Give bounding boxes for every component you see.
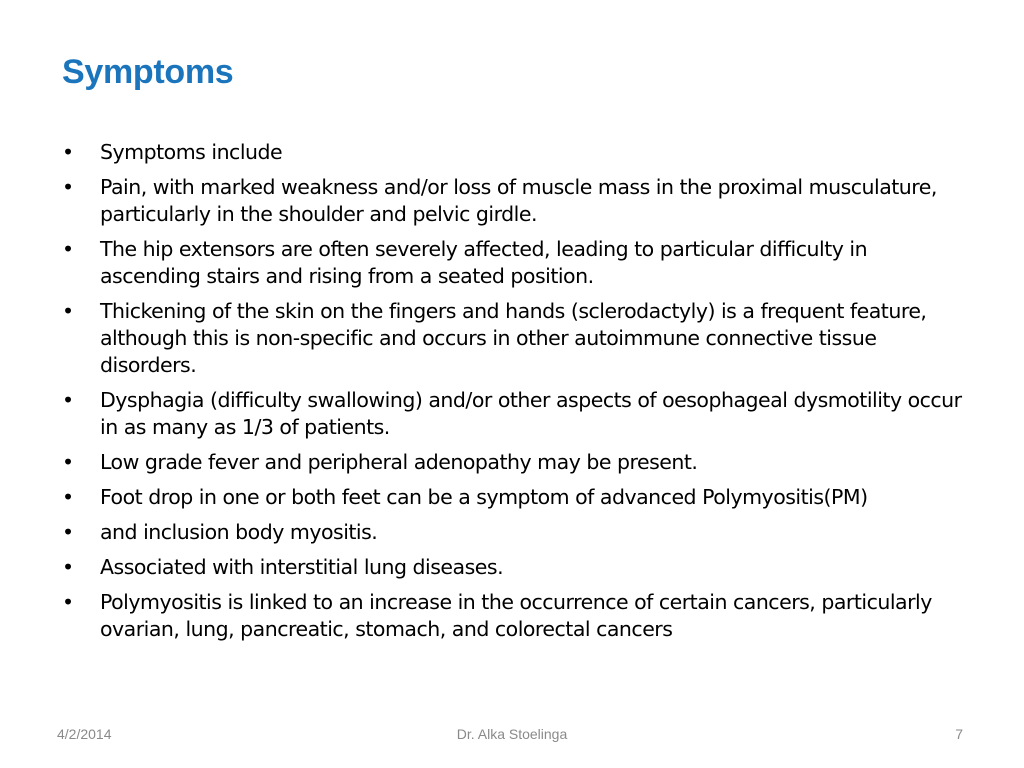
bullet-marker: • — [62, 140, 74, 164]
bullet-item — [62, 298, 962, 379]
bullet-text: Polymyositis is linked to an increase in the occurrence of certain cancers, particularly ovarian, lung, pancreatic, stomach, and colorectal cancers — [100, 590, 932, 641]
bullet-item — [62, 139, 962, 166]
bullet-item — [62, 449, 962, 476]
bullet-text: Thickening of the skin on the fingers and hands (sclerodactyly) is a frequent feature, although this is non-specific and occurs in other autoimmune connective tissue disorders. — [100, 299, 927, 377]
bullet-list — [62, 139, 962, 651]
bullet-marker: • — [62, 388, 74, 412]
bullet-item — [62, 589, 962, 643]
bullet-marker: • — [62, 175, 74, 199]
bullet-item — [62, 554, 962, 581]
bullet-text: The hip extensors are often severely affected, leading to particular difficulty in ascending stairs and rising from a seated position. — [100, 237, 868, 288]
bullet-marker: • — [62, 299, 74, 323]
footer-author: Dr. Alka Stoelinga — [456, 726, 568, 742]
bullet-item — [62, 484, 962, 511]
footer-page-number: 7 — [955, 726, 963, 742]
bullet-text: Foot drop in one or both feet can be a symptom of advanced Polymyositis(PM) — [100, 485, 868, 509]
bullet-item — [62, 174, 962, 228]
bullet-text: Associated with interstitial lung diseases. — [100, 555, 504, 579]
footer-date: 4/2/2014 — [57, 726, 112, 742]
bullet-text: and inclusion body myositis. — [100, 520, 378, 544]
bullet-text: Pain, with marked weakness and/or loss of muscle mass in the proximal musculature, particularly in the shoulder and pelvic girdle. — [100, 175, 937, 226]
bullet-item — [62, 236, 962, 290]
bullet-marker: • — [62, 590, 74, 614]
bullet-item — [62, 519, 962, 546]
bullet-marker: • — [62, 237, 74, 261]
bullet-item — [62, 387, 962, 441]
slide-title: Symptoms — [62, 53, 234, 91]
bullet-marker: • — [62, 450, 74, 474]
bullet-text: Dysphagia (difficulty swallowing) and/or other aspects of oesophageal dysmotility occur in as many as 1/3 of patients. — [100, 388, 962, 439]
bullet-marker: • — [62, 555, 74, 579]
bullet-marker: • — [62, 520, 74, 544]
bullet-text: Low grade fever and peripheral adenopathy may be present. — [100, 450, 698, 474]
bullet-marker: • — [62, 485, 74, 509]
bullet-text: Symptoms include — [100, 140, 283, 164]
